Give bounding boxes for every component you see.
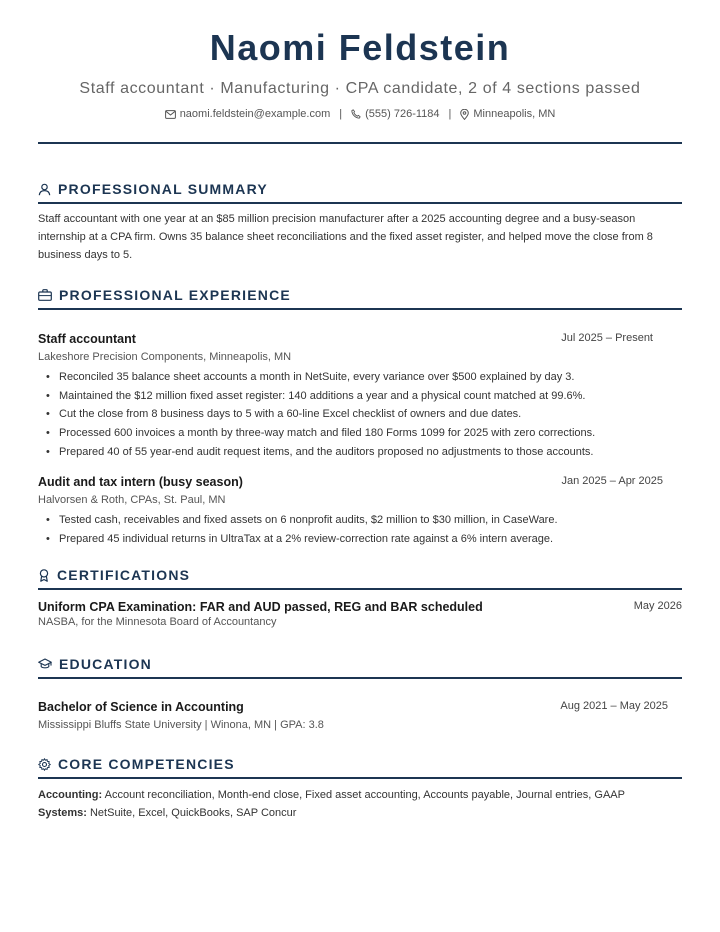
job-bullets (38, 511, 682, 548)
contact-separator: | (339, 108, 343, 120)
section-divider (38, 677, 682, 679)
section-title: EDUCATION (59, 656, 152, 672)
job-employer: Halvorsen & Roth, CPAs, St. Paul, MN (38, 494, 226, 506)
job-title: Staff accountant (38, 332, 136, 346)
user-icon (38, 183, 51, 196)
location-text: Minneapolis, MN (473, 108, 556, 120)
mail-icon (165, 110, 176, 119)
skill-values: Account reconciliation, Month-end close, Fixed asset accounting, Accounts payable, Journal entries, GAAP (104, 789, 625, 801)
certification-date: May 2026 (633, 600, 682, 612)
list-item: • Prepared 40 of 55 year-end audit request items, and the auditors proposed no adjustments to those accounts. (38, 443, 682, 462)
section-divider (38, 777, 682, 779)
section-education-heading (38, 653, 682, 675)
award-icon (38, 569, 50, 582)
email-text: naomi.feldstein@example.com (179, 108, 331, 120)
section-title: CORE COMPETENCIES (58, 756, 235, 772)
section-title: PROFESSIONAL SUMMARY (58, 181, 268, 197)
list-item: • Prepared 45 individual returns in UltraTax at a 2% review-correction rate against a 6% intern average. (38, 530, 682, 549)
section-divider (38, 588, 682, 590)
list-item: • Tested cash, receivables and fixed assets on 6 nonprofit audits, $2 million to $30 million, in CaseWare. (38, 511, 682, 530)
section-title: PROFESSIONAL EXPERIENCE (59, 287, 291, 303)
school-details: Mississippi Bluffs State University | Winona, MN | GPA: 3.8 (38, 719, 324, 731)
list-item: • Processed 600 invoices a month by three-way match and filed 180 Forms 1099 for 2025 with zero corrections. (38, 424, 682, 443)
gear-icon (38, 758, 51, 771)
section-divider (38, 202, 682, 204)
map-pin-icon (460, 109, 469, 120)
skill-label: Accounting: (38, 789, 103, 801)
skill-values: NetSuite, Excel, QuickBooks, SAP Concur (89, 807, 297, 819)
contact-phone[interactable] (351, 106, 439, 122)
certification-issuer: NASBA, for the Minnesota Board of Accountancy (38, 616, 277, 628)
certification-title: Uniform CPA Examination: FAR and AUD passed, REG and BAR scheduled (38, 600, 483, 614)
job-employer: Lakeshore Precision Components, Minneapolis, MN (38, 351, 292, 363)
job-bullets (38, 368, 682, 462)
degree-title: Bachelor of Science in Accounting (38, 700, 244, 714)
section-certifications-heading (38, 564, 682, 586)
job-dates: Jul 2025 – Present (561, 332, 653, 344)
phone-icon (351, 109, 361, 119)
list-item: • Reconciled 35 balance sheet accounts a month in NetSuite, every variance over $500 explained by day 3. (38, 368, 682, 387)
list-item: • Cut the close from 8 business days to 5 with a 60-line Excel checklist of owners and due dates. (38, 405, 682, 424)
contact-email[interactable] (165, 106, 331, 122)
phone-text: (555) 726-1184 (365, 108, 440, 120)
headline: Staff accountant · Manufacturing · CPA candidate, 2 of 4 sections passed (79, 80, 641, 97)
candidate-name: Naomi Feldstein (209, 27, 511, 68)
contact-line (38, 106, 682, 122)
list-item: • Maintained the $12 million fixed asset register: 140 additions a year and a physical count matched at 99.6%. (38, 387, 682, 406)
section-title: CERTIFICATIONS (57, 567, 191, 583)
section-divider (38, 308, 682, 310)
job-dates: Jan 2025 – Apr 2025 (561, 475, 663, 487)
skill-label: Systems: (38, 807, 87, 819)
summary-text: Staff accountant with one year at an $85 million precision manufacturer after a 2025 accounting degree and a busy-season internship at a CPA firm. Owns 35 balance sheet reconciliations and the fixed asset register, and helped move the close from 8 business days to 5. (38, 213, 653, 261)
header-divider (38, 142, 682, 144)
graduation-cap-icon (38, 658, 52, 670)
contact-separator: | (448, 108, 452, 120)
skill-line-accounting (38, 786, 682, 804)
section-summary-heading (38, 178, 682, 200)
section-experience-heading (38, 284, 682, 306)
section-competencies-heading (38, 753, 682, 775)
skill-line-systems (38, 804, 682, 822)
briefcase-icon (38, 289, 52, 301)
education-dates: Aug 2021 – May 2025 (560, 700, 668, 712)
job-title: Audit and tax intern (busy season) (38, 475, 243, 489)
contact-location (460, 106, 555, 122)
